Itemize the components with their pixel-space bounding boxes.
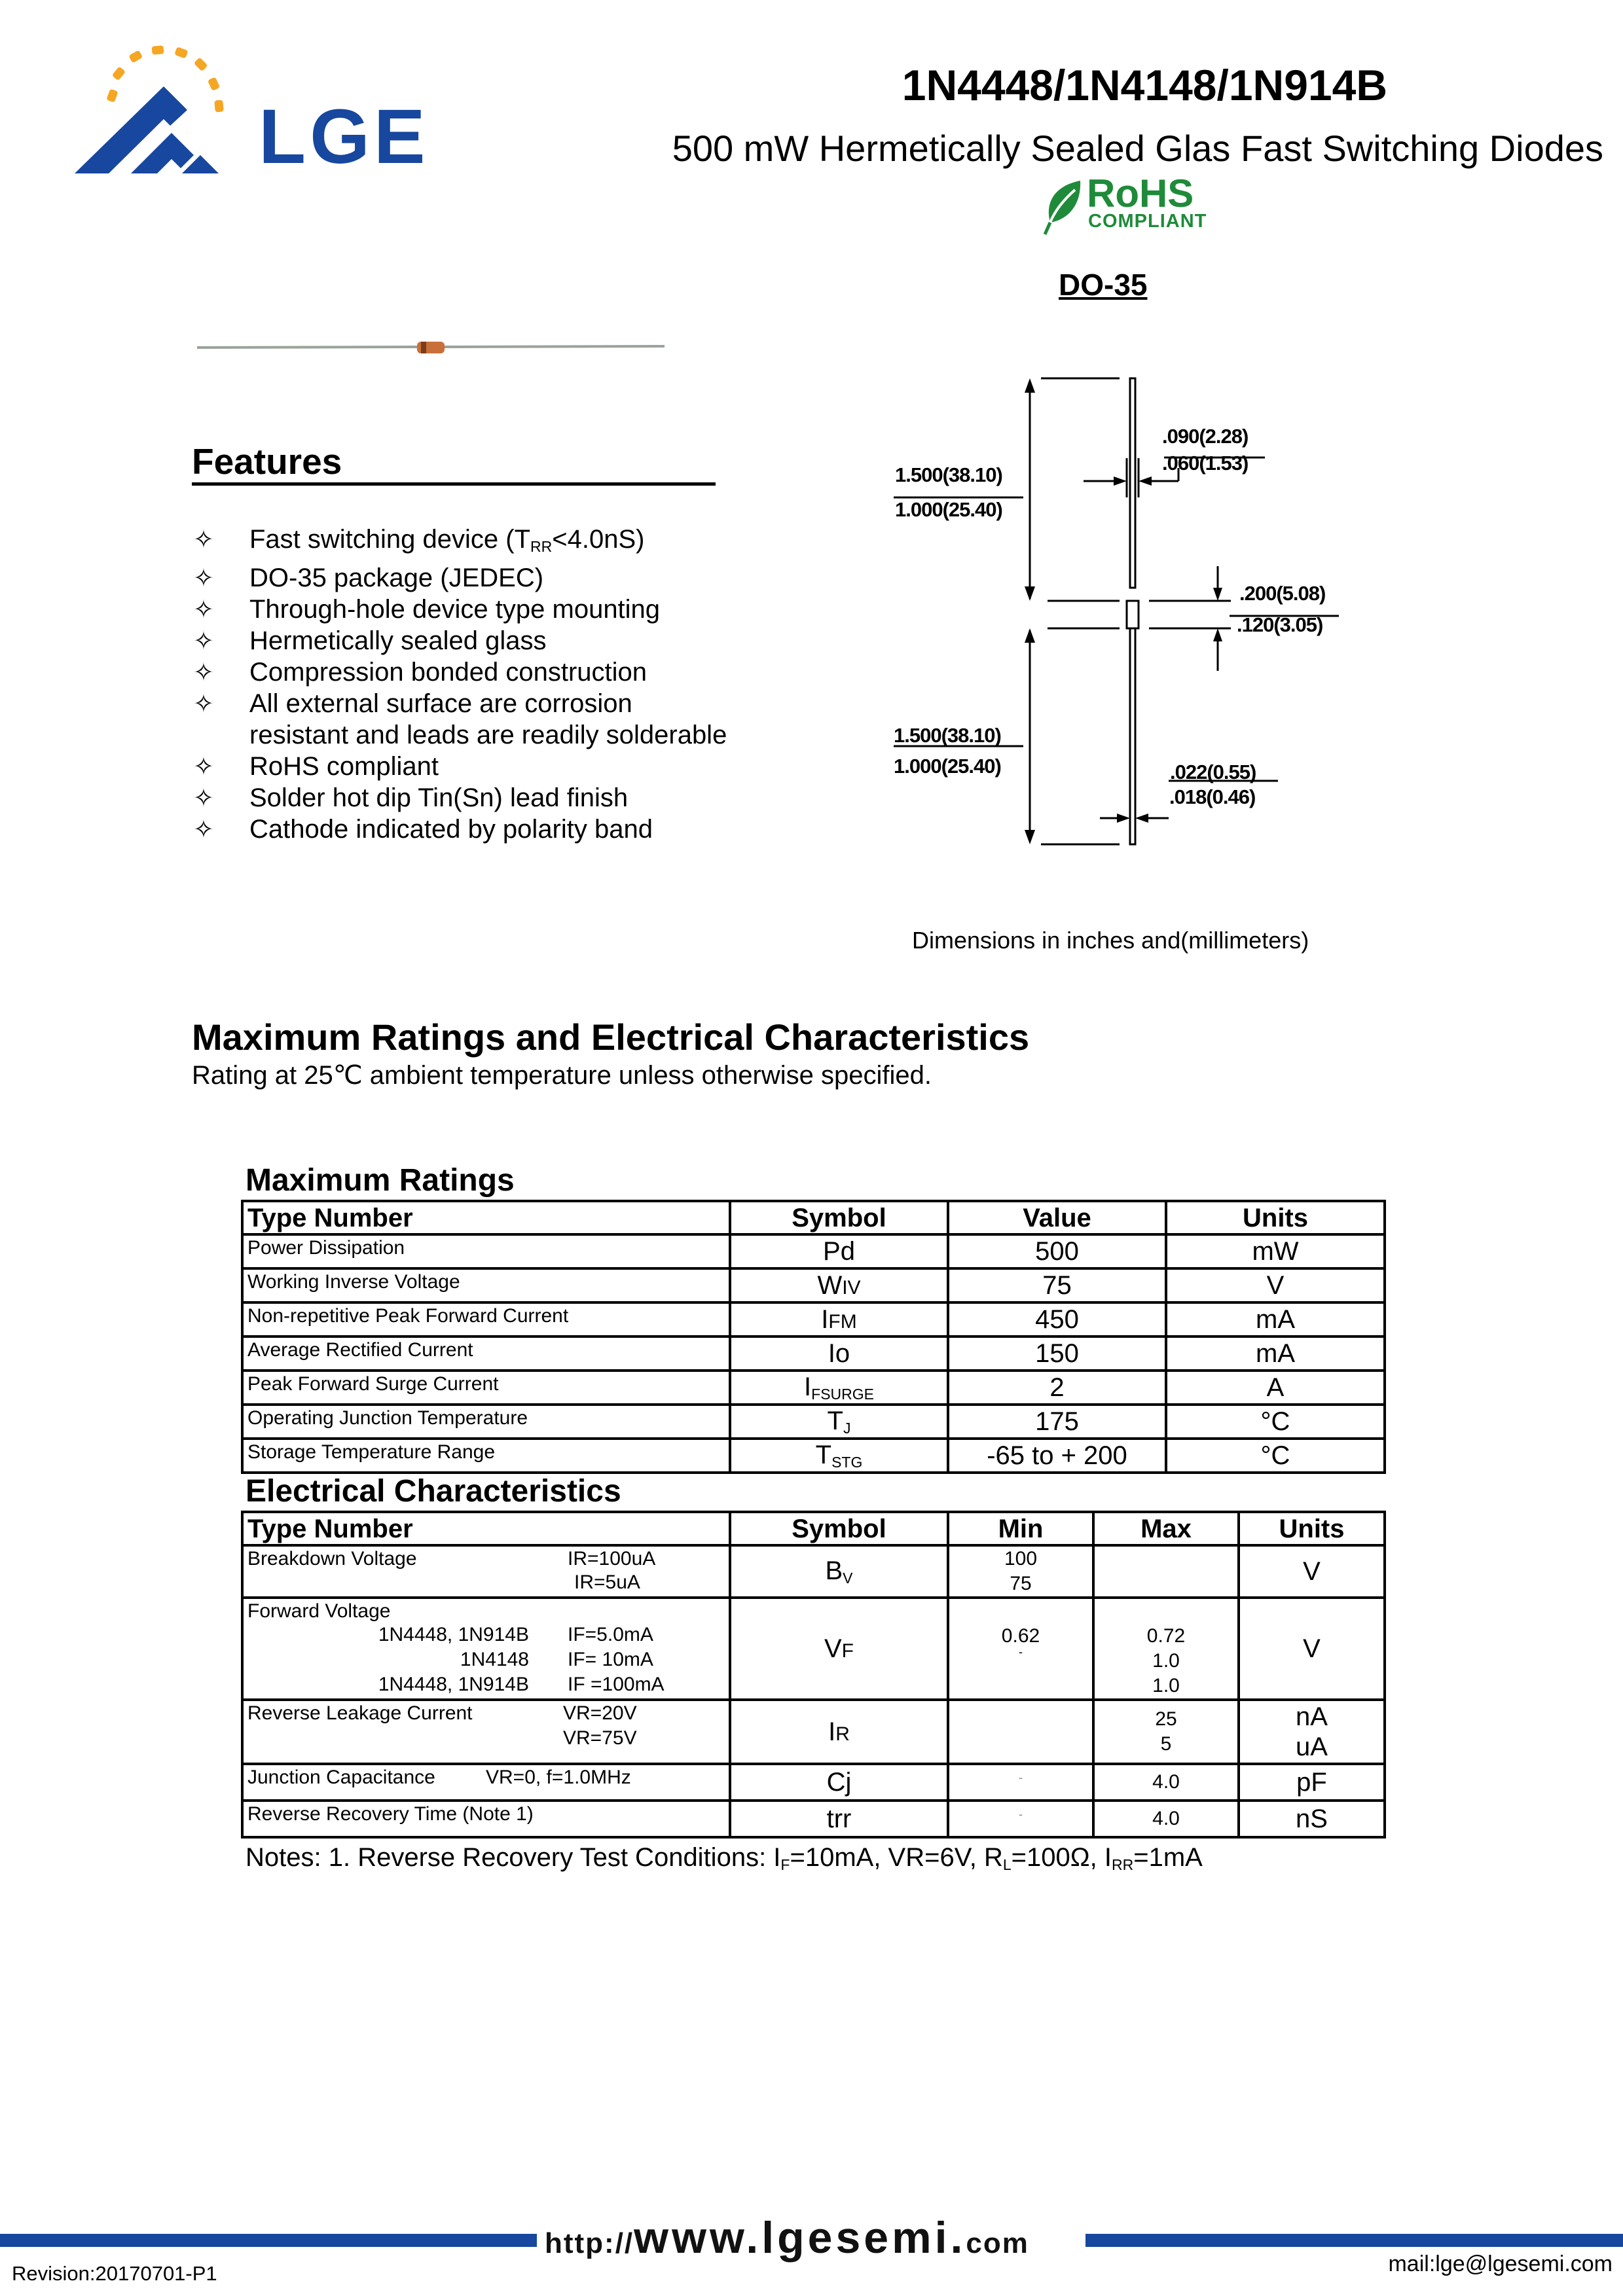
leaf-icon (1041, 177, 1087, 236)
table-row: Storage Temperature Range $T_{STG}$ -65 to + 200 °C (242, 1439, 1385, 1473)
table-header-row: Type Number Symbol Min Max Units (242, 1512, 1385, 1545)
dim-lead-top-max: 1.500(38.10) (895, 463, 1002, 486)
feature-item: ✧ DO-35 package (JEDEC) (193, 564, 544, 592)
table-header-row: Type Number Symbol Value Units (242, 1201, 1385, 1234)
package-title: DO-35 (1059, 268, 1148, 302)
elec-char-table (241, 1511, 1386, 1839)
feature-item: ✧ Cathode indicated by polarity band (193, 815, 653, 844)
feature-item: ✧ All external surface are corrosion resistant and leads are readily solderable (193, 689, 727, 749)
star-bullet-icon: ✧ (193, 525, 214, 554)
table-row: Non-repetitive Peak Forward Current IFM 450 mA (242, 1302, 1385, 1336)
table-row: Working Inverse Voltage WIV 75 V (242, 1268, 1385, 1302)
star-bullet-icon: ✧ (193, 783, 214, 812)
features-underline (192, 482, 716, 486)
feature-item: ✧ Fast switching device $(T_{RR}<4.0nS)$ (193, 525, 645, 555)
feature-item: ✧ Hermetically sealed glass (193, 626, 547, 655)
dim-body-dia-min: .060(1.53) (1162, 452, 1249, 475)
table-row: Breakdown Voltage IR=100uA IR=5uA $B_V$ 100 75 V (242, 1545, 1385, 1598)
star-bullet-icon: ✧ (193, 626, 214, 655)
dim-body-len-min: .120(3.05) (1237, 613, 1323, 636)
table-row: Forward Voltage 1N4448, 1N914B IF=5.0mA 1N4148 IF= 10mA 1N4448, 1N914B IF =100mA VF 0.62 - 0.72 1.0 1.0 V (242, 1598, 1385, 1700)
website-url[interactable]: http://www.lgesemi.com (545, 2213, 1029, 2263)
max-ratings-title: Maximum Ratings (246, 1163, 515, 1198)
table-row: Reverse Leakage Current VR=20V VR=75V IR 25 5 nA uA (242, 1700, 1385, 1764)
max-ratings-table (241, 1200, 1386, 1474)
rohs-logo-text: RoHS (1087, 171, 1194, 215)
star-bullet-icon: ✧ (193, 815, 214, 844)
table-row: Power Dissipation Pd 500 mW (242, 1234, 1385, 1268)
dim-lead-dia-min: .018(0.46) (1169, 785, 1256, 808)
feature-item: ✧ Compression bonded construction (193, 658, 647, 687)
table-row: Operating Junction Temperature $T_J$ 175 °C (242, 1405, 1385, 1439)
table-row: Junction Capacitance VR=0, f=1.0MHz Cj - 4.0 pF (242, 1764, 1385, 1801)
features-title: Features (192, 441, 342, 482)
star-bullet-icon: ✧ (193, 689, 214, 718)
star-bullet-icon: ✧ (193, 564, 214, 592)
star-bullet-icon: ✧ (193, 752, 214, 781)
feature-item: ✧ Through-hole device type mounting (193, 595, 661, 624)
dim-lead-bot-max: 1.500(38.10) (894, 724, 1001, 747)
table-row: Average Rectified Current Io 150 mA (242, 1336, 1385, 1371)
contact-email[interactable]: mail:lge@lgesemi.com (1388, 2251, 1613, 2276)
dim-body-len-max: .200(5.08) (1239, 582, 1326, 605)
notes: Notes: 1. Reverse Recovery Test Conditions: $I_F=10mA$, VR=6V, $R_L=100\Omega$, $I_{RR}=1mA$ (246, 1843, 1203, 1873)
star-bullet-icon: ✧ (193, 595, 214, 624)
dim-lead-dia-max: .022(0.55) (1170, 761, 1256, 783)
star-bullet-icon: ✧ (193, 658, 214, 687)
section-title: Maximum Ratings and Electrical Characteristics (192, 1016, 1030, 1058)
dim-lead-top-min: 1.000(25.40) (895, 498, 1002, 521)
rohs-compliant-text: COMPLIANT (1088, 211, 1207, 232)
dim-lead-bot-min: 1.000(25.40) (894, 755, 1001, 778)
document-subtitle: 500 mW Hermetically Sealed Glas Fast Switching Diodes (672, 128, 1603, 169)
lge-logo-mark (65, 26, 255, 183)
elec-char-title: Electrical Characteristics (246, 1474, 621, 1509)
table-row: Reverse Recovery Time (Note 1) trr - 4.0 nS (242, 1801, 1385, 1837)
dimensions-note: Dimensions in inches and(millimeters) (912, 927, 1309, 954)
features-list (192, 524, 781, 845)
dim-body-dia-max: .090(2.28) (1162, 425, 1249, 448)
feature-item: ✧ RoHS compliant (193, 752, 439, 781)
footer-bar-right (1085, 2234, 1623, 2247)
table-row: Peak Forward Surge Current $I_{FSURGE}$ 2 A (242, 1371, 1385, 1405)
diode-photo (193, 337, 671, 358)
brand-name: LGE (259, 94, 429, 180)
section-subtitle: Rating at 25℃ ambient temperature unless otherwise specified. (192, 1061, 932, 1090)
revision: Revision:20170701-P1 (12, 2262, 217, 2285)
footer-bar-left (0, 2234, 537, 2247)
feature-item: ✧ Solder hot dip Tin(Sn) lead finish (193, 783, 629, 812)
document-title: 1N4448/1N4148/1N914B (902, 61, 1387, 109)
mountain-icon (75, 86, 219, 173)
